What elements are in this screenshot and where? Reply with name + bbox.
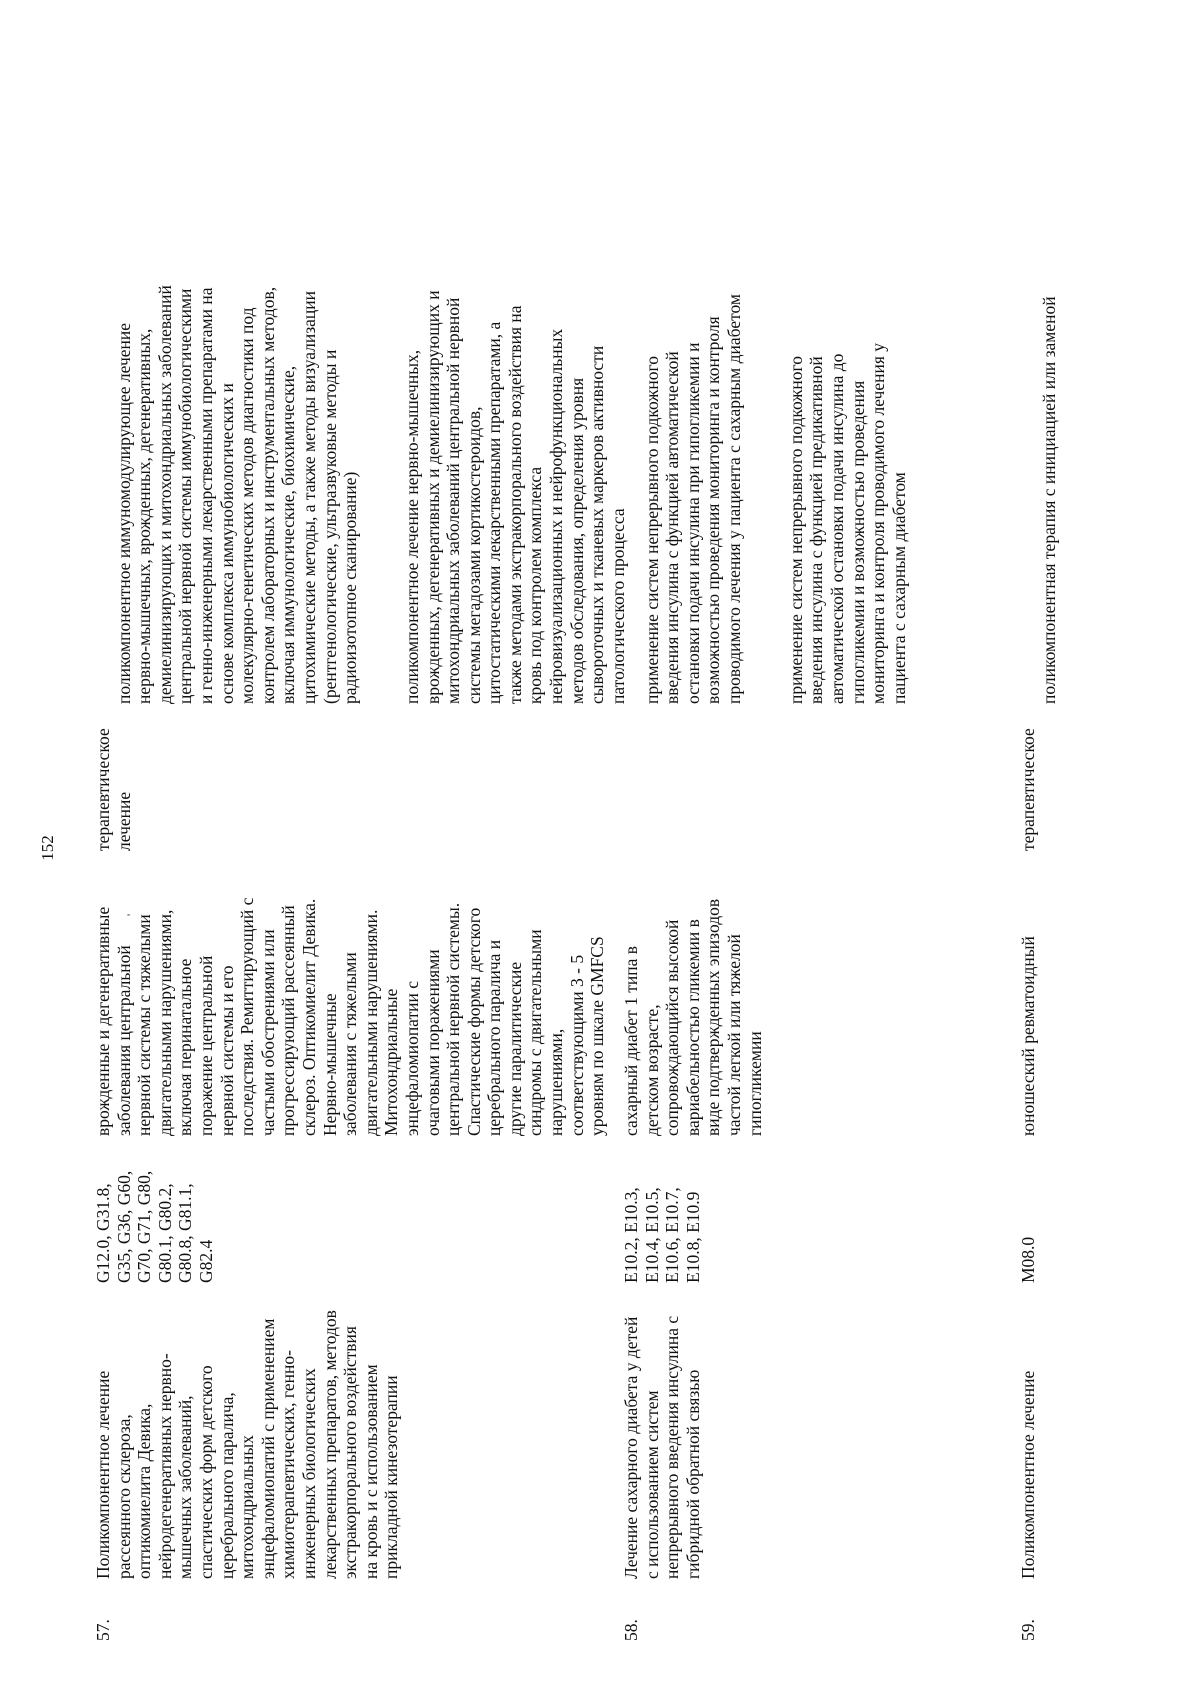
procedures-table [0, 61, 1200, 1641]
treatment-name: Лечение сахарного диабета у детей с использованием систем непрерывного введения инсулина с гибридной обратной связью [621, 1315, 703, 1579]
scan-mark: ' [124, 913, 138, 916]
icd-codes: M08.0 [1018, 1236, 1038, 1283]
method-paragraph: поликомпонентное лечение нервно-мышечных, врожденных, дегенеративных и демиелинизирующих и митохондриальных заболеваний центральной нервной системы мегадозами кортикостероидов, цитостатическими лекарственными препаратами, а также методами экстракорпорального воздействия на кровь под контролем комплекса нейровизуализационных и нейрофункциональных методов обследования, определения уровня сывороточных и тканевых маркеров активности патологического процесса [401, 290, 628, 704]
treatment-method [93, 58, 649, 704]
method-paragraph: применение систем непрерывного подкожного введения инсулина с функцией автоматической остановки подачи инсулина при гипогликемии и возможностью проведения мониторинга и контроля проводимого лечения у пациента с сахарным диабетом [641, 293, 744, 704]
patient-model: врожденные и дегенеративные заболевания центральной нервной системы с тяжелыми двигательными нарушениями, включая перинатальное поражение центральной нервной системы и его последствия. Ремиттирующий с частыми обострениями или прогрессирующий рассеянный склероз. Оптикомиелит Девика. Нервно-мышечные заболевания с тяжелыми двигательными нарушениями. Митохондриальные энцефаломиопатии с очаговыми поражениями центральной нервной системы. Спастические формы детского церебрального паралича и другие паралитические синдромы с двигательными нарушениями, соответствующими 3 - 5 уровням по шкале GMFCS [93, 897, 608, 1136]
treatment-method [1018, 58, 1080, 704]
row-number: 58. [621, 1619, 641, 1641]
treatment-method [621, 58, 930, 704]
method-paragraph: поликомпонентная терапия с инициацией или заменой [1038, 296, 1059, 704]
icd-codes: G12.0, G31.8, G35, G36, G60, G70, G71, G80, G80.1, G80.2, G80.8, G81.1, G82.4 [93, 1170, 216, 1283]
icd-codes: E10.2, E10.3, E10.4, E10.5, E10.6, E10.7, E10.8, E10.9 [621, 1187, 703, 1283]
treatment-type: терапевтическое лечение [93, 728, 134, 851]
row-number: 57. [93, 1619, 113, 1641]
treatment-name: Поликомпонентное лечение рассеянного склероза, оптикомиелита Девика, нейродегенеративных нервно- мышечных заболеваний, спастических форм детского церебрального паралича, митохондриальных энцефаломиопатий с применением химиотерапевтических, генно- инженерных биологических лекарственных препаратов, методов экстракорпорального воздействия на кровь и с использованием прикладной кинезотерапии [93, 1310, 402, 1579]
method-paragraph: поликомпонентное иммуномодулирующее лечение нервно-мышечных, врожденных, дегенеративных, демиелинизирующих и митохондриальных заболеваний центральной нервной системы иммунобиологическими и генно-инженерными лекарственными препаратами на основе комплекса иммунобиологических и молекулярно-генетических методов диагностики под контролем лабораторных и инструментальных методов, включая иммунологические, биохимические, цитохимические методы, а также методы визуализации (рентгенологические, ультразвуковые методы и радиоизотопное сканирование) [113, 285, 361, 704]
patient-model: сахарный диабет 1 типа в детском возрасте, сопровождающийся высокой вариабельностью гликемии в виде подтвержденных эпизодов частой легкой или тяжелой гипогликемии [621, 898, 765, 1136]
patient-model: юношеский ревматоидный [1018, 936, 1038, 1136]
row-number: 59. [1018, 1619, 1038, 1641]
treatment-type: терапевтическое [1018, 728, 1038, 851]
method-paragraph: применение систем непрерывного подкожного введения инсулина с функцией предикативной автоматической остановки подачи инсулина до гипогликемии и возможностью проведения мониторинга и контроля проводимого лечения у пациента с сахарным диабетом [785, 342, 909, 704]
treatment-name: Поликомпонентное лечение [1018, 1370, 1038, 1579]
page-number: 152 [38, 835, 57, 861]
